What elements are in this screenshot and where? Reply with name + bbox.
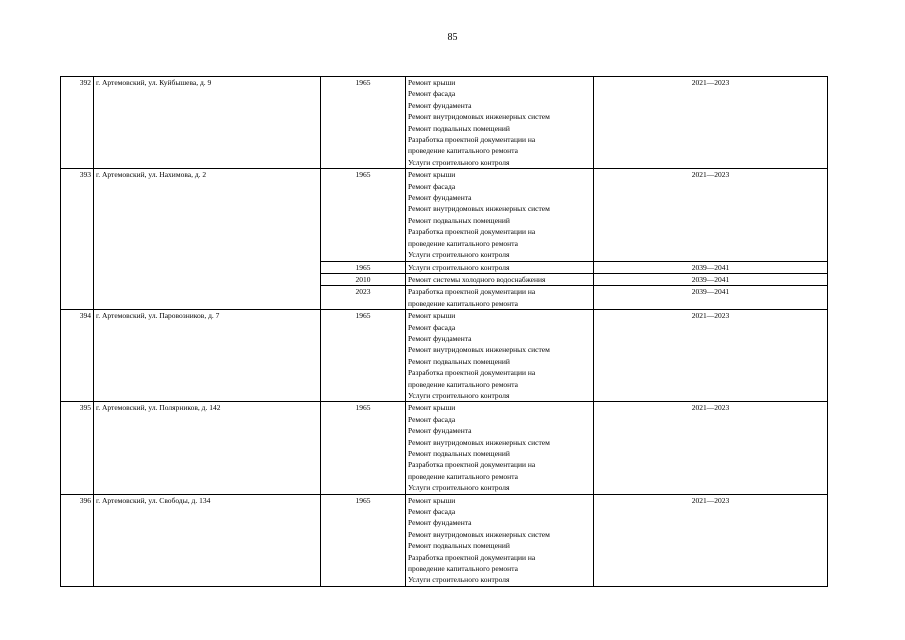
work-item: Ремонт фундамента [408,100,472,110]
period-cell: 2021—2023 [594,402,828,494]
address-cell: г. Артемовский, ул. Свободы, д. 134 [94,494,321,586]
work-item: Услуги строительного контроля [408,250,510,260]
work-item: Разработка проектной документации на [408,368,536,378]
work-item: Ремонт крыши [408,311,456,321]
period-cell: 2039—2041 [594,273,828,285]
work-item: Ремонт фундамента [408,193,472,203]
works-cell [406,402,594,494]
work-item: Ремонт внутридомовых инженерных систем [408,112,550,122]
work-item: Услуги строительного контроля [408,390,510,400]
year-cell: 2010 [321,273,406,285]
work-item: Разработка проектной документации на [408,460,536,470]
address-cell: г. Артемовский, ул. Куйбышева, д. 9 [94,77,321,169]
work-item: Ремонт внутридомовых инженерных систем [408,529,550,539]
year-cell: 1965 [321,310,406,402]
row-number-cell: 392 [61,77,94,169]
row-number-cell: 394 [61,310,94,402]
work-item: Разработка проектной документации на [408,552,536,562]
work-item: Ремонт подвальных помещений [408,123,510,133]
table-row [61,402,828,494]
period-cell: 2021—2023 [594,494,828,586]
work-item: Ремонт подвальных помещений [408,356,510,366]
period-cell: 2021—2023 [594,77,828,169]
work-item: Разработка проектной документации на [408,287,536,297]
works-cell [406,273,594,285]
work-item: Услуги строительного контроля [408,575,510,585]
work-item: Ремонт внутридомовых инженерных систем [408,437,550,447]
work-item: Ремонт фундамента [408,518,472,528]
year-cell: 1965 [321,169,406,261]
work-item: проведение капитального ремонта [408,298,518,308]
work-item: Услуги строительного контроля [408,483,510,493]
work-item: Ремонт системы холодного водоснабжения [408,274,546,284]
period-cell: 2021—2023 [594,310,828,402]
work-item: проведение капитального ремонта [408,471,518,481]
work-item: Ремонт фундамента [408,333,472,343]
period-cell: 2039—2041 [594,261,828,273]
table-row [61,77,828,169]
work-item: Ремонт крыши [408,495,456,505]
works-cell [406,169,594,261]
page-number: 85 [447,32,458,43]
table-row [61,494,828,586]
work-item: Ремонт внутридомовых инженерных систем [408,345,550,355]
works-cell [406,494,594,586]
year-cell: 1965 [321,77,406,169]
work-item: Разработка проектной документации на [408,227,536,237]
year-cell: 1965 [321,494,406,586]
work-item: Ремонт внутридомовых инженерных систем [408,204,550,214]
address-cell: г. Артемовский, ул. Паровозников, д. 7 [94,310,321,402]
work-item: Ремонт фасада [408,322,456,332]
work-item: Разработка проектной документации на [408,135,536,145]
table-body [61,77,828,587]
work-item: Ремонт крыши [408,170,456,180]
address-cell: г. Артемовский, ул. Нахимова, д. 2 [94,169,321,310]
work-item: Ремонт крыши [408,78,456,87]
year-cell: 1965 [321,261,406,273]
row-number-cell: 395 [61,402,94,494]
work-item: проведение капитального ремонта [408,238,518,248]
work-item: проведение капитального ремонта [408,146,518,156]
works-cell [406,286,594,310]
works-cell [406,77,594,169]
work-item: проведение капитального ремонта [408,379,518,389]
year-cell: 1965 [321,402,406,494]
period-cell: 2021—2023 [594,169,828,261]
row-number-cell: 393 [61,169,94,310]
work-item: Ремонт подвальных помещений [408,215,510,225]
work-item: проведение капитального ремонта [408,564,518,574]
works-cell [406,261,594,273]
work-item: Ремонт фундамента [408,426,472,436]
table-row [61,310,828,402]
work-item: Ремонт подвальных помещений [408,541,510,551]
year-cell: 2023 [321,286,406,310]
work-item: Ремонт крыши [408,403,456,413]
repair-schedule-table [60,76,828,587]
work-item: Услуги строительного контроля [408,157,510,167]
row-number-cell: 396 [61,494,94,586]
work-item: Ремонт фасада [408,414,456,424]
work-item: Ремонт фасада [408,89,456,99]
works-cell [406,310,594,402]
work-item: Ремонт фасада [408,507,456,517]
work-item: Услуги строительного контроля [408,262,510,272]
work-item: Ремонт подвальных помещений [408,449,510,458]
address-cell: г. Артемовский, ул. Полярников, д. 142 [94,402,321,494]
work-item: Ремонт фасада [408,181,456,191]
period-cell: 2039—2041 [594,286,828,310]
table-row [61,169,828,261]
